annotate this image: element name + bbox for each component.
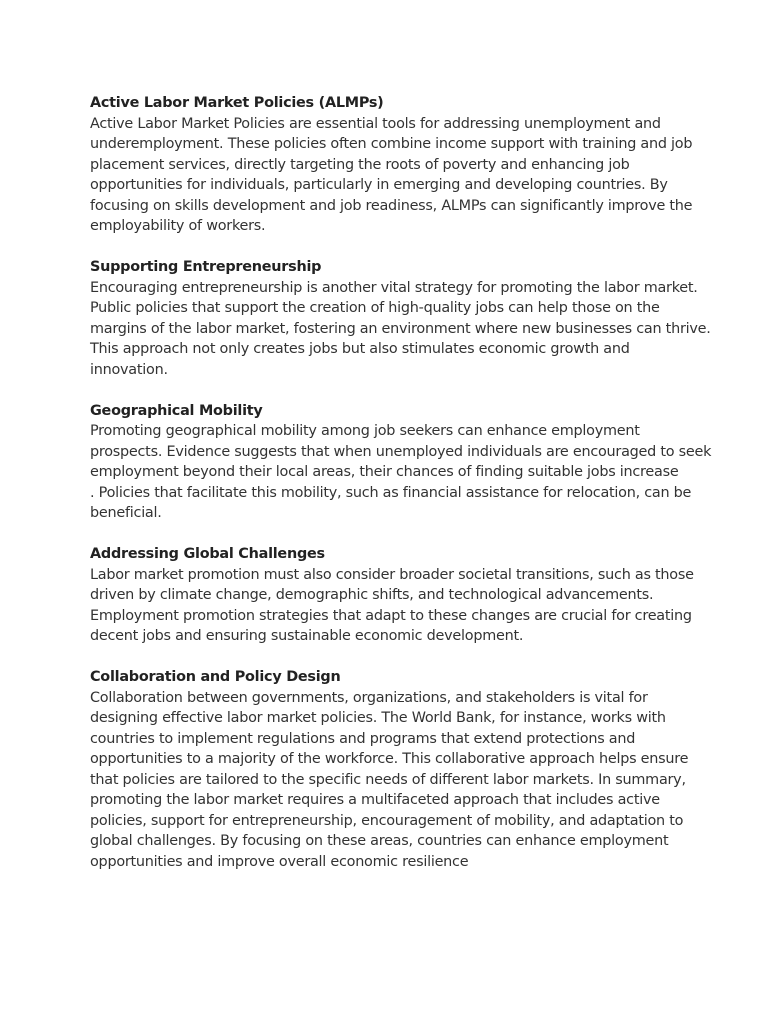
section-heading: Addressing Global Challenges <box>90 546 325 562</box>
paragraph-line: Encouraging entrepreneurship is another vital strategy for promoting the labor market. <box>90 279 698 296</box>
paragraph-line: innovation. <box>90 361 168 378</box>
paragraph-line: margins of the labor market, fostering an environment where new businesses can thrive. <box>90 320 711 337</box>
section-heading: Supporting Entrepreneurship <box>90 259 322 275</box>
paragraph-line: promoting the labor market requires a multifaceted approach that includes active <box>90 792 660 808</box>
section-paragraph <box>90 565 694 647</box>
paragraph-line: opportunities and improve overall economic resilience <box>90 853 469 870</box>
section-paragraph <box>90 421 712 524</box>
paragraph-line: designing effective labor market policies. The World Bank, for instance, works with <box>90 710 666 726</box>
section-global-challenges <box>90 544 694 647</box>
paragraph-line: countries to implement regulations and programs that extend protections and <box>90 730 636 747</box>
paragraph-line: Public policies that support the creation of high-quality jobs can help those on the <box>90 300 660 316</box>
paragraph-line: employability of workers. <box>90 218 266 234</box>
paragraph-line: global challenges. By focusing on these areas, countries can enhance employment <box>90 833 669 849</box>
paragraph-line: beneficial. <box>90 505 162 521</box>
paragraph-line: opportunities for individuals, particularly in emerging and developing countries. By <box>90 177 668 193</box>
paragraph-line: Promoting geographical mobility among job seekers can enhance employment <box>90 423 640 439</box>
section-geographical-mobility <box>90 401 712 524</box>
paragraph-line: prospects. Evidence suggests that when unemployed individuals are encouraged to seek <box>90 443 712 460</box>
document-page <box>90 93 712 893</box>
section-collaboration <box>90 667 690 872</box>
paragraph-line: that policies are tailored to the specific needs of different labor markets. In summary, <box>90 771 686 788</box>
paragraph-line: policies, support for entrepreneurship, encouragement of mobility, and adaptation to <box>90 812 684 829</box>
paragraph-line: This approach not only creates jobs but also stimulates economic growth and <box>90 341 630 357</box>
paragraph-line: decent jobs and ensuring sustainable economic development. <box>90 628 524 644</box>
paragraph-line: underemployment. These policies often combine income support with training and job <box>90 136 693 152</box>
section-heading: Active Labor Market Policies (ALMPs) <box>90 95 384 111</box>
paragraph-line: driven by climate change, demographic shifts, and technological advancements. <box>90 587 654 603</box>
paragraph-line: Labor market promotion must also consider broader societal transitions, such as those <box>90 566 694 583</box>
paragraph-line: placement services, directly targeting the roots of poverty and enhancing job <box>90 156 630 173</box>
paragraph-line: Active Labor Market Policies are essential tools for addressing unemployment and <box>90 115 661 132</box>
section-paragraph <box>90 688 690 873</box>
section-paragraph <box>90 114 693 237</box>
section-entrepreneurship <box>90 257 711 380</box>
paragraph-line: employment beyond their local areas, their chances of finding suitable jobs increase <box>90 464 679 480</box>
paragraph-line: opportunities to a majority of the workforce. This collaborative approach helps ensure <box>90 751 689 767</box>
paragraph-line: focusing on skills development and job readiness, ALMPs can significantly improve the <box>90 197 693 214</box>
section-almps <box>90 93 693 237</box>
section-heading: Collaboration and Policy Design <box>90 669 341 685</box>
paragraph-line: Employment promotion strategies that adapt to these changes are crucial for creating <box>90 607 692 624</box>
paragraph-line: Collaboration between governments, organizations, and stakeholders is vital for <box>90 689 648 706</box>
section-heading: Geographical Mobility <box>90 402 263 419</box>
paragraph-line: . Policies that facilitate this mobility, such as financial assistance for relocation, can be <box>90 484 692 501</box>
section-paragraph <box>90 278 711 381</box>
